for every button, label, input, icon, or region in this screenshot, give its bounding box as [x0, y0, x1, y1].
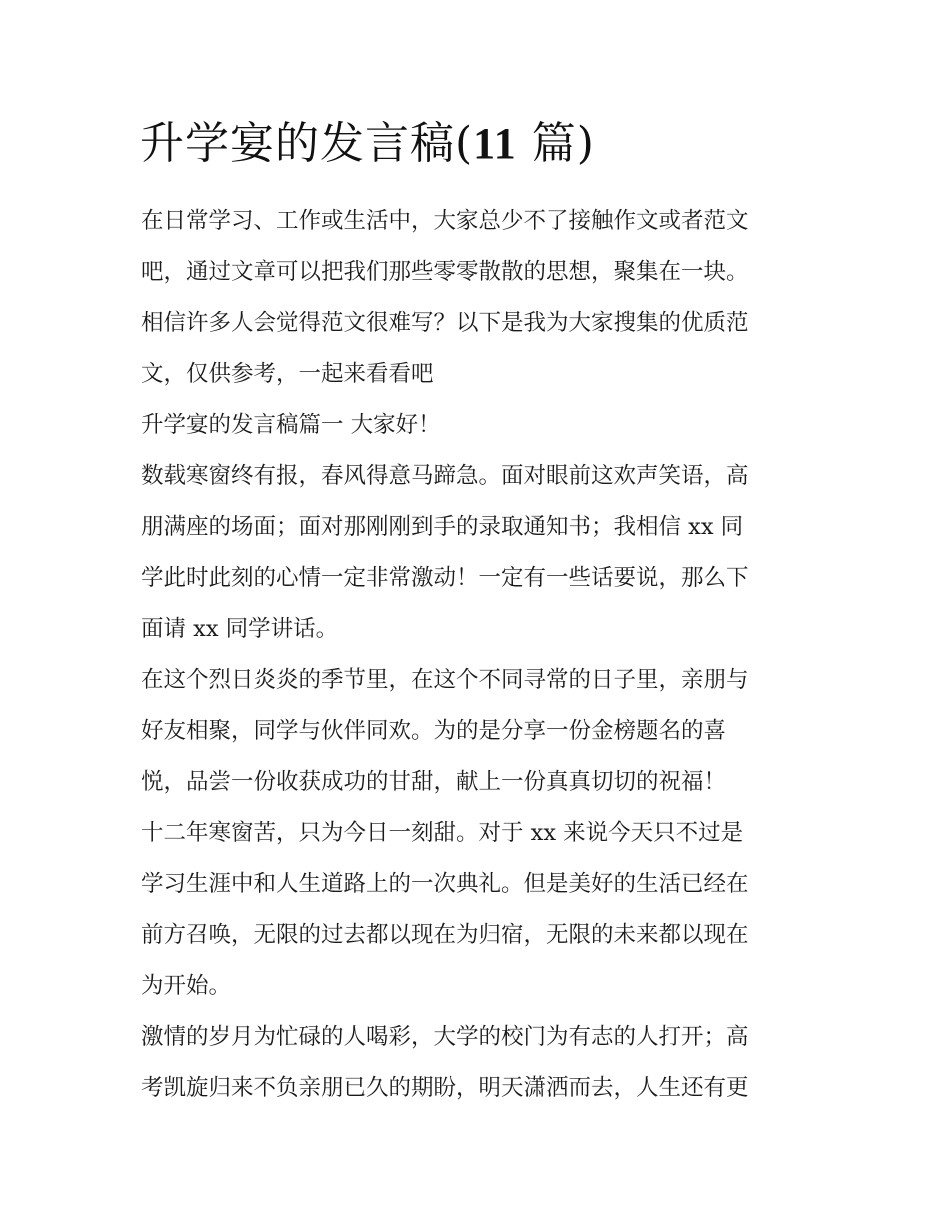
body-line: 相信许多人会觉得范文很难写？以下是我为大家搜集的优质范 [141, 310, 749, 336]
body-line: 十二年寒窗苦，只为今日一刻甜。对于 xx 来说今天只不过是 [141, 820, 744, 846]
body-line: 面请 xx 同学讲话。 [141, 616, 339, 642]
body-line: 在这个烈日炎炎的季节里，在这个不同寻常的日子里，亲朋与 [141, 667, 749, 693]
body-line: 前方召唤，无限的过去都以现在为归宿，无限的未来都以现在 [141, 922, 749, 948]
body-line: 为开始。 [141, 973, 232, 999]
body-line: 数载寒窗终有报，春风得意马蹄急。面对眼前这欢声笑语，高 [141, 463, 749, 489]
body-line: 学习生涯中和人生道路上的一次典礼。但是美好的生活已经在 [141, 871, 749, 897]
body-line: 好友相聚，同学与伙伴同欢。为的是分享一份金榜题名的喜 [141, 718, 727, 744]
title-number: 11 [473, 119, 517, 168]
body-line: 激情的岁月为忙碌的人喝彩，大学的校门为有志的人打开；高 [141, 1024, 749, 1050]
title-prefix: 升学宴的发言稿( [140, 118, 474, 169]
body-line: 在日常学习、工作或生活中，大家总少不了接触作文或者范文 [141, 208, 749, 234]
document-title [140, 114, 595, 174]
body-line: 悦，品尝一份收获成功的甘甜，献上一份真真切切的祝福！ [141, 769, 727, 795]
section-heading-line: 升学宴的发言稿篇一 大家好！ [141, 412, 441, 438]
body-line: 学此时此刻的心情一定非常激动！一定有一些话要说，那么下 [141, 565, 749, 591]
title-suffix: 篇) [516, 118, 595, 169]
body-line: 考凯旋归来不负亲朋已久的期盼，明天潇洒而去，人生还有更 [141, 1075, 749, 1101]
body-line: 吧，通过文章可以把我们那些零零散散的思想，聚集在一块。 [141, 259, 749, 285]
body-line: 文，仅供参考，一起来看看吧 [141, 361, 434, 387]
body-line: 朋满座的场面；面对那刚刚到手的录取通知书；我相信 xx 同 [141, 514, 744, 540]
